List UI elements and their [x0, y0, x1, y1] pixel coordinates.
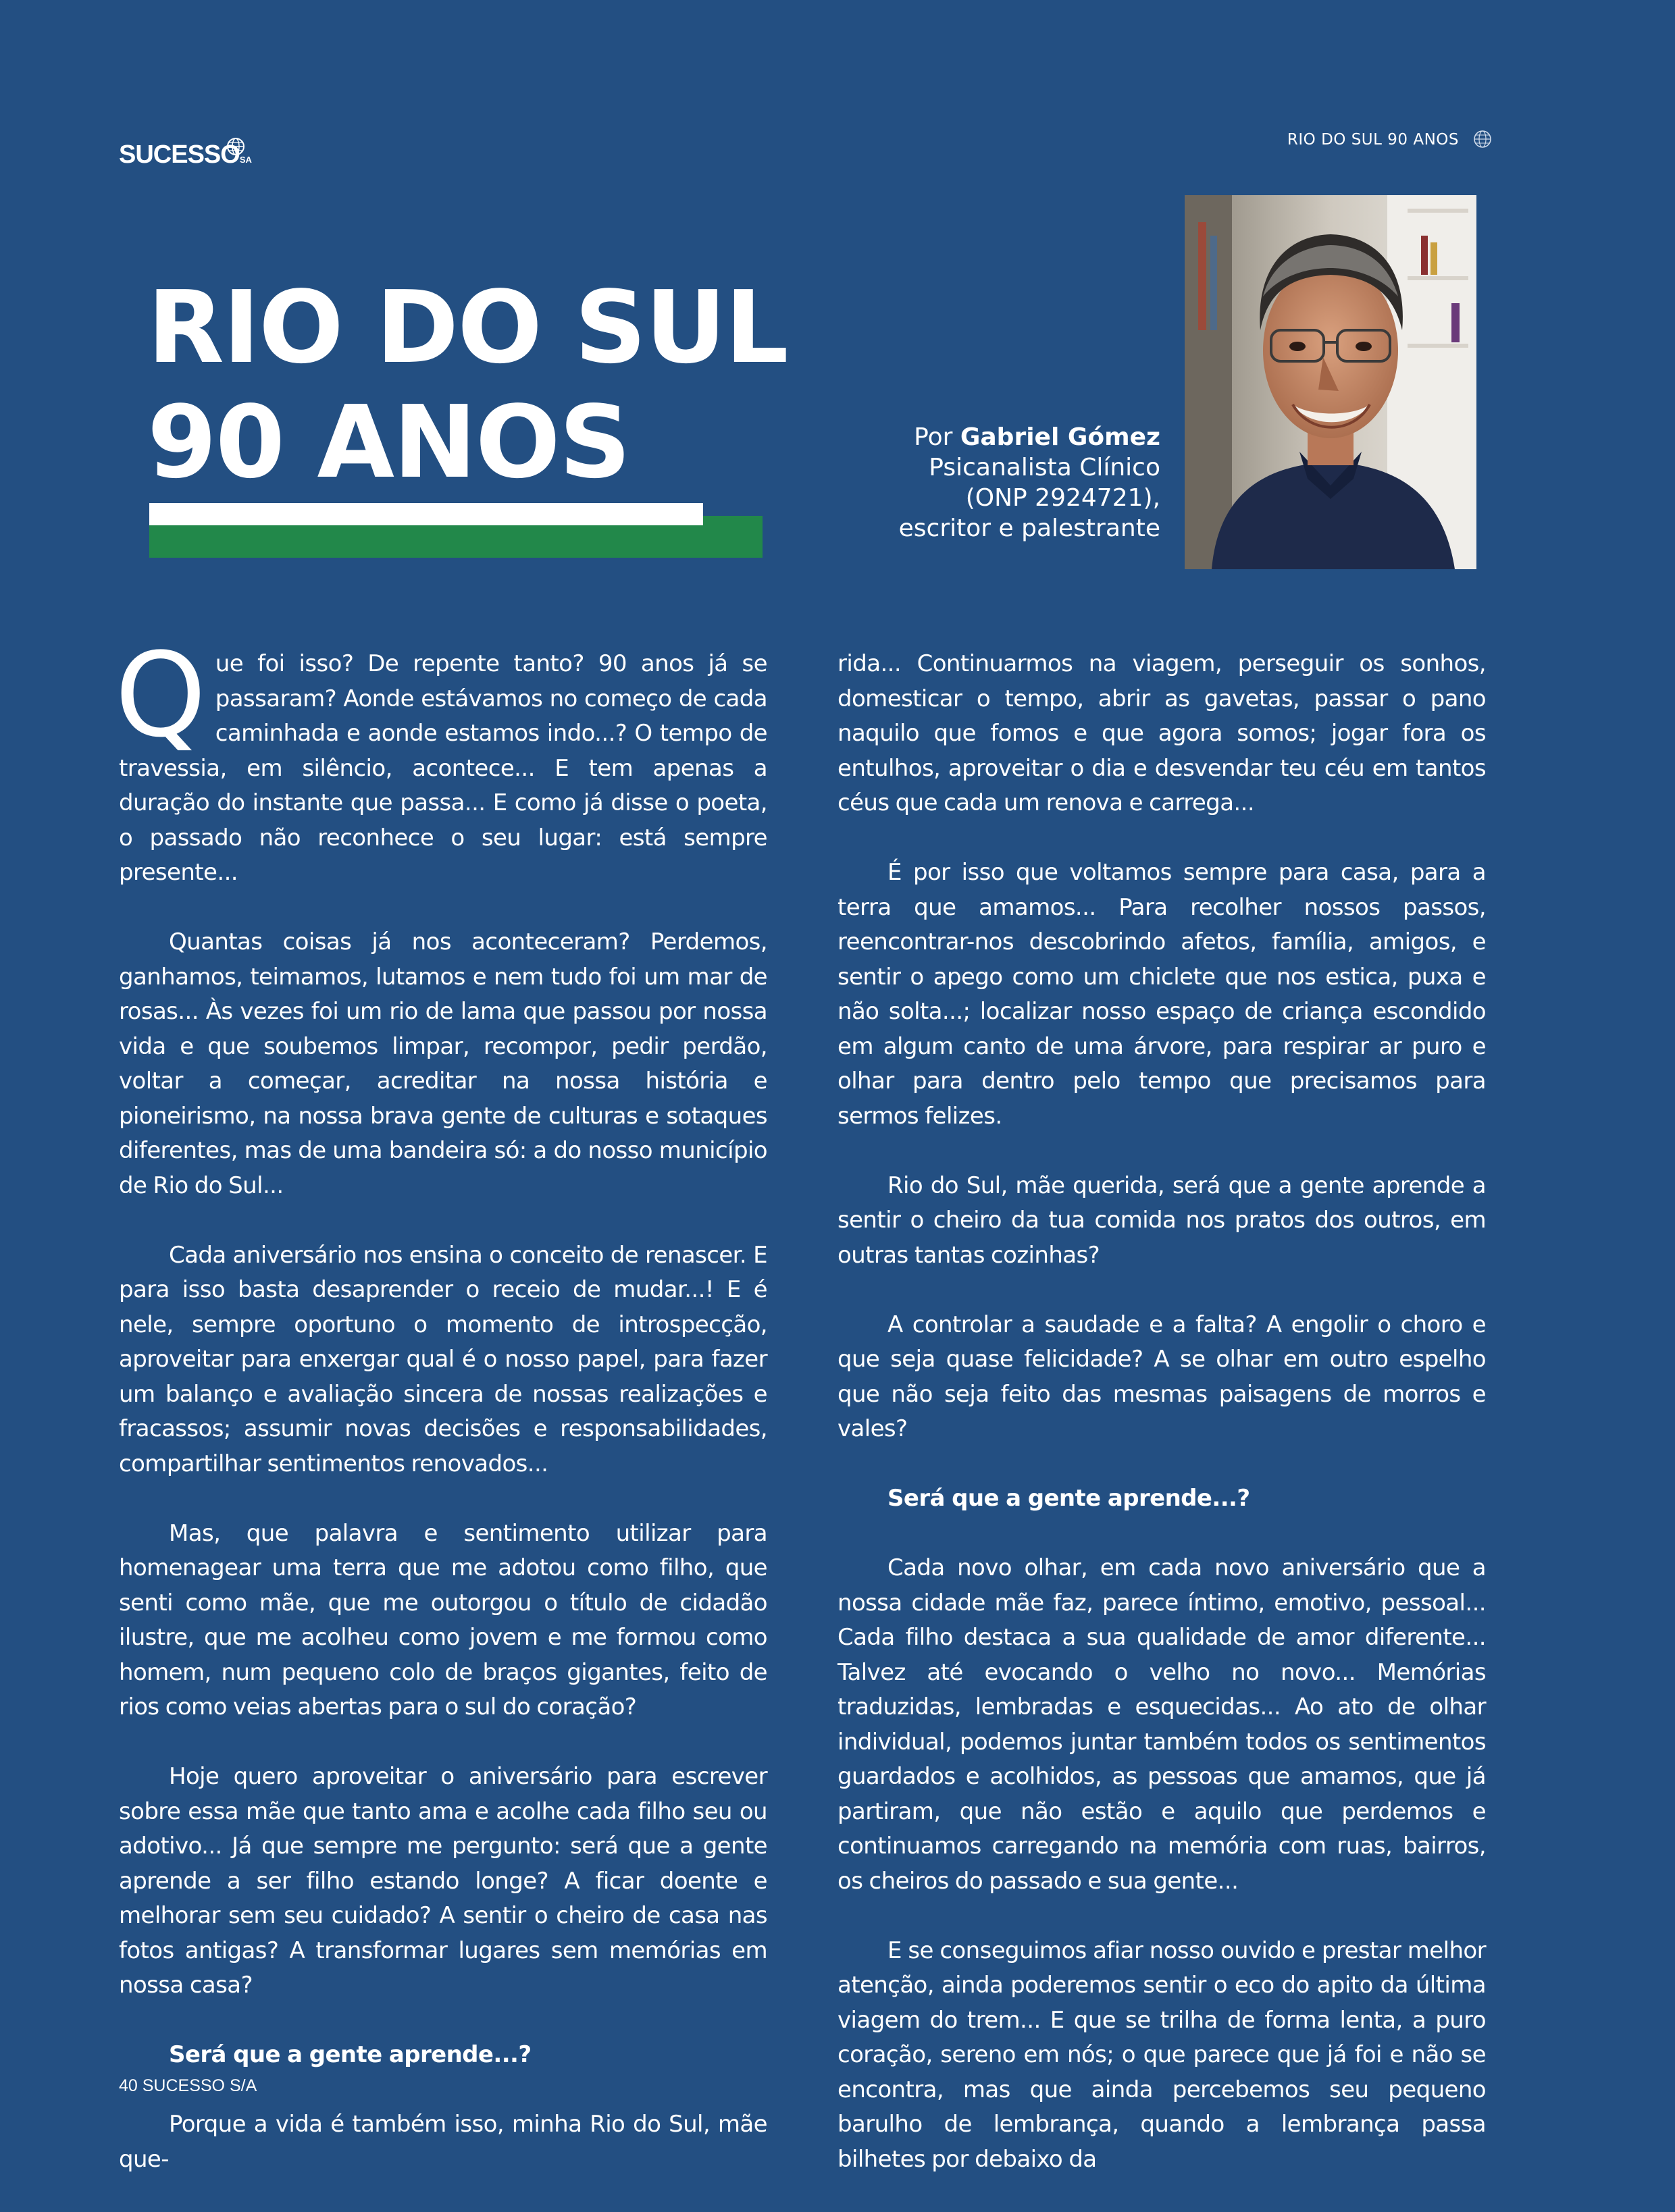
byline-name-line [782, 422, 1160, 452]
title-underline-white [149, 503, 703, 525]
paragraph-text: ue foi isso? De repente tanto? 90 anos já se passaram? Aonde estávamos no começo de cada caminhada e aonde estamos indo...? O tempo de travessia, em silêncio, acontece... E tem apenas a duração do instante que passa... E como já disse o poeta, o passado não reconhece o seu lugar: está sempre presente... [119, 650, 767, 886]
title-line-1: RIO DO SUL [147, 269, 788, 386]
author-role-3: escritor e palestrante [898, 515, 1160, 542]
article-column-right [838, 647, 1486, 2212]
article-paragraph: Cada novo olhar, em cada novo aniversário que a nossa cidade mãe faz, parece íntimo, emotivo, pessoal... Cada filho destaca a sua qualidade de amor diferente... Talvez até evocando o velho no novo... Memórias traduzidas, lembradas e esquecidas... Ao ato de olhar individual, podemos juntar também todos os sentimentos guardados e acolhidos, as pessoas que amamos, que já partiram, que não estão e aquilo que perdemos e continuamos carregando na memória com ruas, bairros, os cheiros do passado e sua gente... [838, 1554, 1486, 1895]
globe-icon [226, 136, 246, 157]
page-footer: 40 SUCESSO S/A [119, 2076, 257, 2095]
article-paragraph: Rio do Sul, mãe querida, será que a gente aprende a sentir o cheiro da tua comida nos pratos dos outros, em outras tantas cozinhas? [838, 1171, 1486, 1269]
article-paragraph: Mas, que palavra e sentimento utilizar para homenagear uma terra que me adotou como filho, que senti como mãe, que me outorgou o título de cidadão ilustre, que me acolheu como jovem e me formou como homem, num pequeno colo de braços gigantes, feito de rios como veias abertas para o sul do coração? [119, 1519, 767, 1720]
article-paragraph: A controlar a saudade e a falta? A engolir o choro e que seja quase felicidade? A se olhar em outro espelho que não seja feito das mesmas paisagens de morros e vales? [838, 1311, 1486, 1442]
logo-suffix: SA [239, 155, 252, 165]
author-byline [782, 422, 1160, 544]
author-role-1: Psicanalista Clínico [929, 454, 1160, 481]
article-subheading: Será que a gente aprende...? [169, 2041, 532, 2068]
section-label: RIO DO SUL 90 ANOS [1287, 131, 1459, 149]
author-photo [1185, 195, 1476, 569]
globe-icon [1472, 129, 1493, 149]
article-paragraph: Quantas coisas já nos aconteceram? Perdemos, ganhamos, teimamos, lutamos e nem tudo foi um mar de rosas... Às vezes foi um rio de lama que passou por nossa vida e que soubemos limpar, recompor, pedir perdão, voltar a começar, acreditar na nossa história e pioneirismo, na nossa brava gente de culturas e sotaques diferentes, mas de uma bandeira só: a do nosso município de Rio do Sul... [119, 928, 767, 1199]
title-line-2: 90 ANOS [147, 384, 630, 500]
page-title [147, 270, 788, 500]
article-paragraph: Cada aniversário nos ensina o conceito de renascer. E para isso basta desaprender o receio de mudar...! E é nele, sempre oportuno o momento de introspecção, aproveitar para enxergar qual é o nosso papel, para fazer um balanço e avaliação sincera de nossas realizações e fracassos; assumir novas decisões e responsabilidades, compartilhar sentimentos renovados... [119, 1241, 767, 1477]
article-paragraph: rida... Continuarmos na viagem, perseguir os sonhos, domesticar o tempo, abrir as gavetas, passar o pano naquilo que fomos e que agora somos; jogar fora os entulhos, aproveitar o dia e desvendar teu céu em tantos céus que cada um renova e carrega... [838, 650, 1486, 816]
article-column-left [115, 627, 767, 2212]
article-paragraph: E se conseguimos afiar nosso ouvido e prestar melhor atenção, ainda poderemos sentir o eco do apito da última viagem do trem... E que se trilha de forma lenta, a puro coração, sereno em nós; o que parece que já foi e não se encontra, mas que ainda percebemos seu pequeno barulho de lembrança, quando a lembrança passa bilhetes por debaixo da [838, 1937, 1486, 2173]
article-paragraph: É por isso que voltamos sempre para casa, para a terra que amamos... Para recolher nossos passos, reencontrar-nos descobrindo afetos, família, amigos, e sentir o apego como um chiclete que nos estica, puxa e não solta...; localizar nosso espaço de criança escondido em algum canto de uma árvore, para respirar ar puro e olhar para dentro pelo tempo que precisamos para sermos felizes. [838, 859, 1486, 1130]
article-subheading: Será que a gente aprende...? [887, 1485, 1250, 1512]
author-role-2: (ONP 2924721), [965, 484, 1160, 512]
drop-cap: Q [115, 627, 206, 763]
byline-prefix: Por [914, 423, 960, 451]
article-paragraph: Hoje quero aproveitar o aniversário para escrever sobre essa mãe que tanto ama e acolhe cada filho seu ou adotivo... Já que sempre me pergunto: será que a gente aprende a ser filho estando longe? A ficar doente e melhorar sem seu cuidado? A sentir o cheiro de casa nas fotos antigas? A transformar lugares sem memórias em nossa casa? [119, 1763, 767, 1999]
article-paragraph: Porque a vida é também isso, minha Rio do Sul, mãe que- [119, 2111, 767, 2173]
author-name: Gabriel Gómez [960, 423, 1160, 451]
article-paragraph [115, 627, 767, 891]
logo-text: SUCESSO [119, 140, 240, 169]
